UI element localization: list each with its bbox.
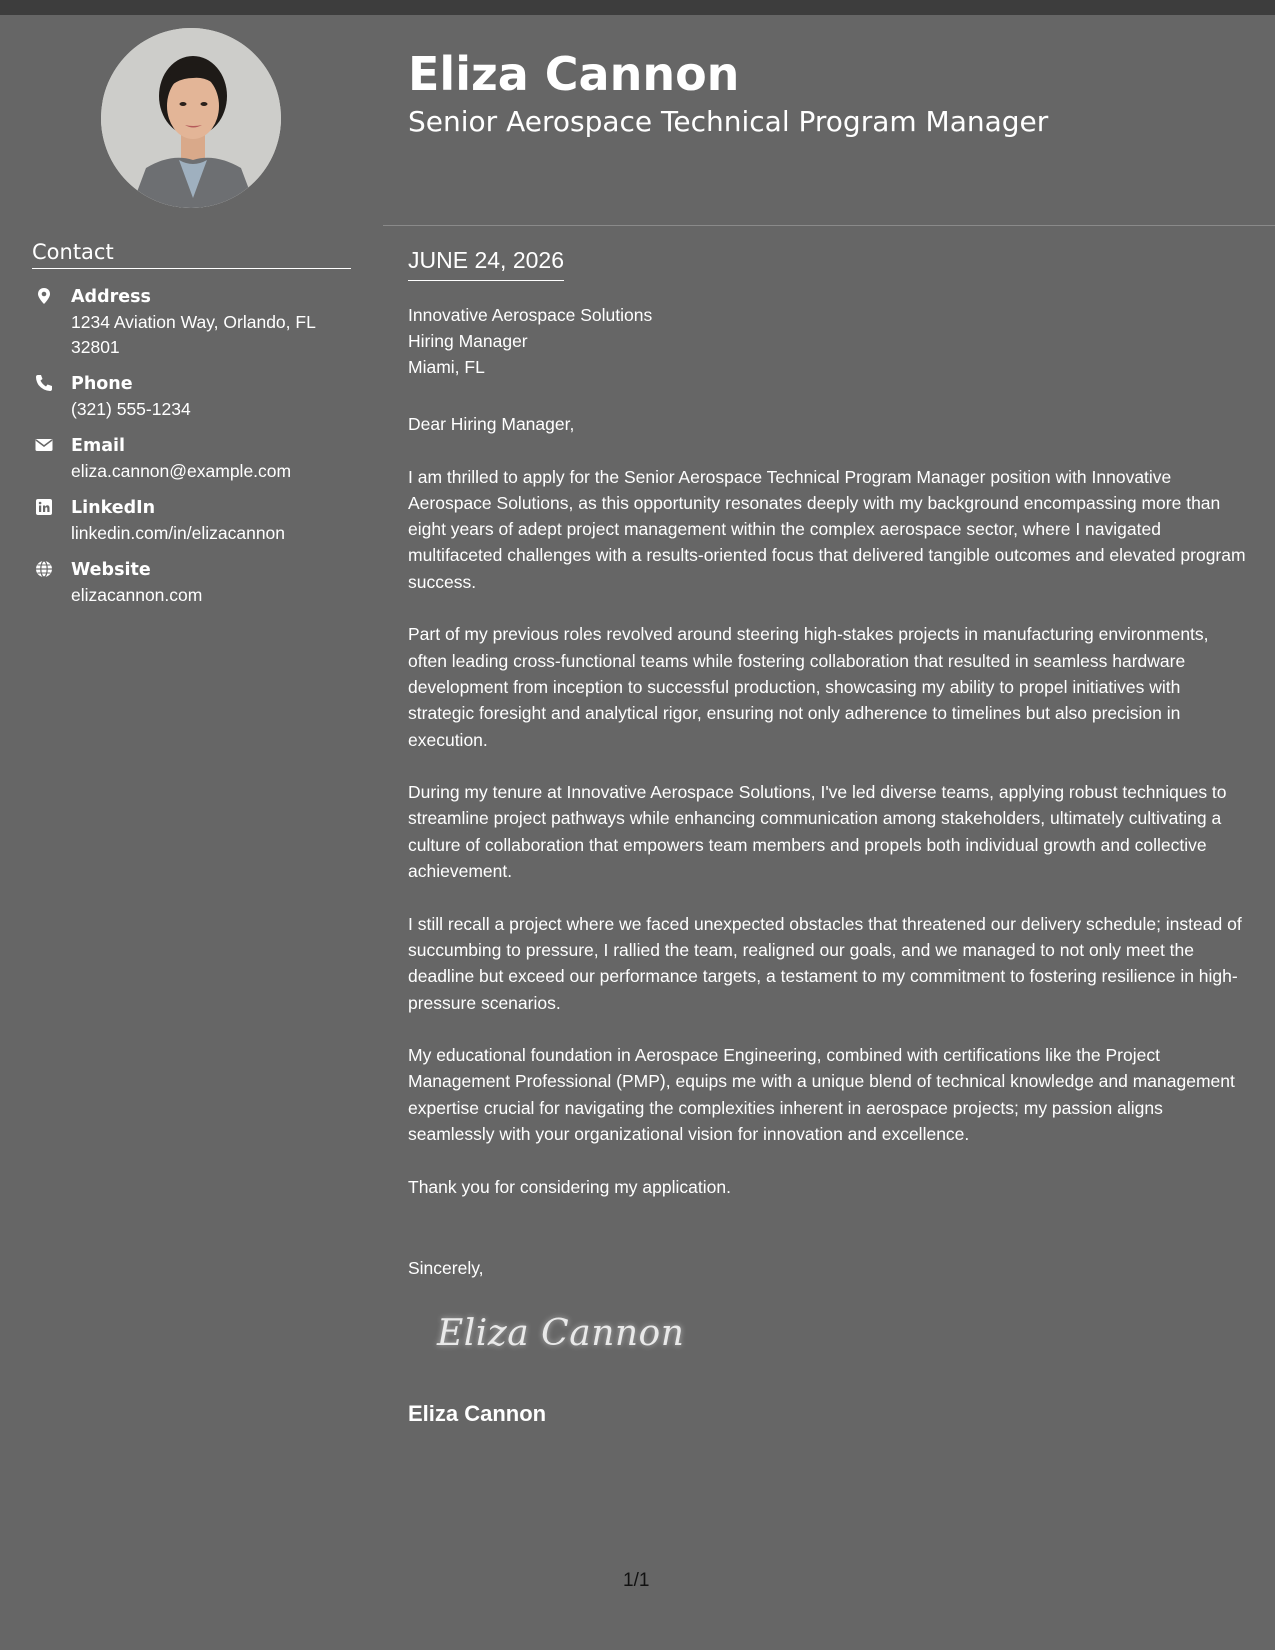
phone-icon: [35, 374, 53, 392]
contact-item-linkedin: [32, 496, 352, 546]
profile-photo: [101, 28, 281, 208]
letter-paragraph: My educational foundation in Aerospace Engineering, combined with certifications like the Project Management Professional (PMP), equips me with a unique blend of technical knowledge and management expertise crucial for navigating the complexities inherent in aerospace projects; my passion aligns seamlessly with your organizational vision for innovation and excellence.: [408, 1045, 1235, 1145]
contact-label: Website: [71, 560, 151, 580]
contact-value: elizacannon.com: [71, 585, 203, 605]
contact-item-website: [32, 558, 352, 608]
header-divider: [383, 225, 1275, 226]
signer-name: Eliza Cannon: [408, 1401, 547, 1426]
contact-label: LinkedIn: [71, 498, 156, 518]
letter-paragraph: Part of my previous roles revolved around steering high-stakes projects in manufacturing environments, often leading cross-functional teams while fostering collaboration that resulted in seamless hardware development from inception to successful production, showcasing my ability to propel initiatives with strategic foresight and analytical rigor, ensuring not only adherence to timelines but also precision in execution.: [408, 624, 1209, 750]
contact-heading: Contact: [32, 240, 351, 269]
contact-label: Address: [71, 287, 151, 307]
contact-value: 1234 Aviation Way, Orlando, FL 32801: [71, 312, 316, 357]
recipient-title: Hiring Manager: [408, 331, 528, 351]
contact-list: [32, 285, 352, 620]
letter-paragraph: I still recall a project where we faced unexpected obstacles that threatened our delivery schedule; instead of succumbing to pressure, I rallied the team, realigned our goals, and we managed to not only meet the deadline but exceed our performance targets, a testament to my commitment to fostering resilience in high-pressure scenarios.: [408, 913, 1242, 1013]
letter-paragraph: During my tenure at Innovative Aerospace Solutions, I've led diverse teams, applying robust techniques to streamline project pathways while enhancing communication among stakeholders, ultimately cultivating a culture of collaboration that empowers team members and propels both individual growth and collective achievement.: [408, 782, 1227, 882]
job-title: Senior Aerospace Technical Program Manager: [408, 105, 1049, 138]
contact-value: eliza.cannon@example.com: [71, 461, 292, 481]
letter-date: JUNE 24, 2026: [408, 244, 564, 281]
contact-item-email: [32, 434, 352, 484]
page-number: 1/1: [623, 1570, 650, 1591]
letter-closing: Sincerely,: [408, 1258, 484, 1278]
top-bar: [0, 0, 1275, 15]
recipient-company: Innovative Aerospace Solutions: [408, 305, 653, 325]
linkedin-icon: [35, 498, 53, 516]
contact-label: Email: [71, 436, 125, 456]
envelope-icon: [35, 436, 53, 454]
contact-value: linkedin.com/in/elizacannon: [71, 523, 286, 543]
applicant-name: Eliza Cannon: [408, 47, 740, 101]
contact-item-phone: [32, 372, 352, 422]
recipient-block: [408, 302, 652, 380]
recipient-location: Miami, FL: [408, 357, 485, 377]
contact-value: (321) 555-1234: [71, 399, 191, 419]
letter-body: [408, 411, 1248, 1226]
letter-greeting: Dear Hiring Manager,: [408, 414, 575, 434]
globe-icon: [35, 560, 53, 578]
contact-item-address: [32, 285, 352, 360]
signature: Eliza Cannon: [437, 1313, 685, 1354]
letter-paragraph: Thank you for considering my application.: [408, 1176, 731, 1197]
letter-paragraph: I am thrilled to apply for the Senior Aerospace Technical Program Manager position with Innovative Aerospace Solutions, as this opportunity resonates deeply with my background encompassing more than eight years of adept project management within the complex aerospace sector, where I navigated multifaceted challenges with a results-oriented focus that delivered tangible outcomes and elevated program success.: [408, 466, 1246, 592]
contact-label: Phone: [71, 374, 133, 394]
map-pin-icon: [35, 287, 53, 305]
